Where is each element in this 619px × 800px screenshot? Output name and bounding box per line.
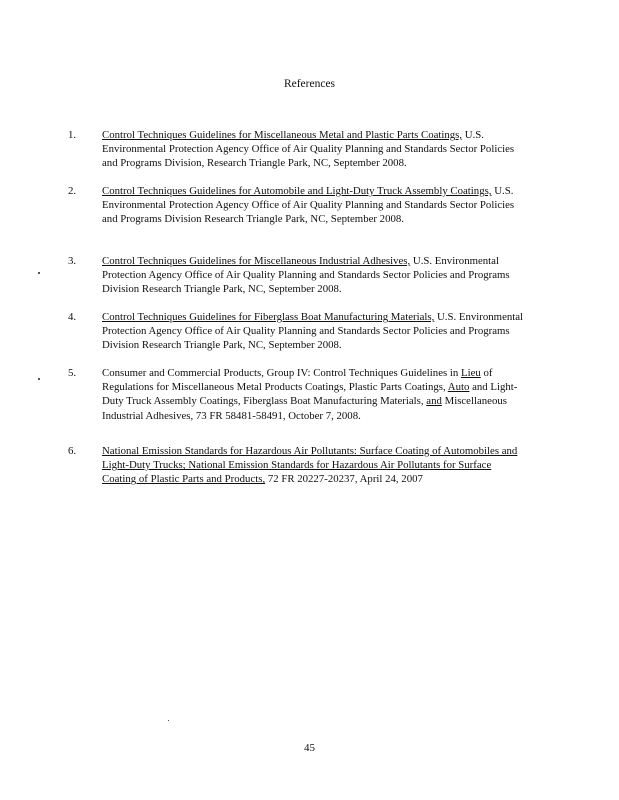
reference-text [102, 366, 528, 423]
reference-citation: U.S. Environmental Protection Agency Office of Air Quality Planning and Standards Sector Policies and Programs Division, Research Triangle Park, NC, September 2008. [102, 129, 515, 170]
page-title: References [283, 78, 336, 90]
reference-number: 5. [68, 367, 77, 379]
reference-citation: U.S. Environmental Protection Agency Office of Air Quality Planning and Standards Sector Policies and Programs Division Research Triangle Park, NC, September 2008. [102, 185, 515, 226]
reference-citation: U.S. Environmental Protection Agency Office of Air Quality Planning and Standards Sector Policies and Programs Division Research Triangle Park, NC, September 2008. [102, 255, 510, 296]
reference-text-part: of Regulations for Miscellaneous Metal Products Coatings, Plastic Parts Coatings, [102, 367, 493, 394]
reference-title: National Emission Standards for Hazardous Air Pollutants: Surface Coating of Automobiles and Light-Duty Trucks; National Emission Standards for Hazardous Air Pollutants for Surface Coating of Plastic Parts and Products, [102, 445, 518, 486]
reference-text-underlined: Lieu [461, 367, 481, 379]
reference-item-4 [68, 310, 528, 353]
reference-item-1 [68, 128, 528, 171]
reference-number: 1. [68, 129, 77, 141]
scan-speck [38, 272, 40, 274]
reference-title: Control Techniques Guidelines for Miscellaneous Metal and Plastic Parts Coatings, [102, 129, 463, 141]
page-number: 45 [304, 742, 315, 754]
reference-text-part: Consumer and Commercial Products, Group IV: Control Techniques Guidelines in [102, 367, 461, 379]
reference-citation: 72 FR 20227-20237, April 24, 2007 [265, 473, 423, 486]
reference-text [102, 128, 528, 171]
reference-text [102, 184, 528, 227]
reference-number: 2. [68, 185, 77, 197]
reference-number: 4. [68, 311, 77, 323]
reference-text [102, 310, 528, 353]
reference-number: 6. [68, 445, 77, 457]
reference-citation: U.S. Environmental Protection Agency Office of Air Quality Planning and Standards Sector Policies and Programs Division Research Triangle Park, NC, September 2008. [102, 311, 524, 352]
reference-title: Control Techniques Guidelines for Automobile and Light-Duty Truck Assembly Coatings, [102, 185, 492, 197]
reference-text [102, 254, 528, 297]
reference-text-part: and Light-Duty Truck Assembly Coatings, Fiberglass Boat Manufacturing Materials, [102, 381, 518, 408]
reference-text-underlined: and [426, 395, 442, 408]
reference-text-underlined: Auto [447, 381, 470, 394]
reference-number: 3. [68, 255, 77, 267]
reference-text-part: Miscellaneous Industrial Adhesives, 73 FR 58481-58491, October 7, 2008. [102, 395, 507, 422]
reference-title: Control Techniques Guidelines for Miscellaneous Industrial Adhesives, [102, 255, 411, 267]
reference-item-3 [68, 254, 528, 297]
reference-item-2 [68, 184, 528, 227]
reference-item-5 [68, 366, 528, 423]
reference-text [102, 444, 528, 487]
reference-title: Control Techniques Guidelines for Fiberglass Boat Manufacturing Materials, [102, 311, 435, 323]
scan-speck [38, 378, 40, 380]
scan-speck [168, 720, 169, 721]
reference-item-6 [68, 444, 528, 487]
